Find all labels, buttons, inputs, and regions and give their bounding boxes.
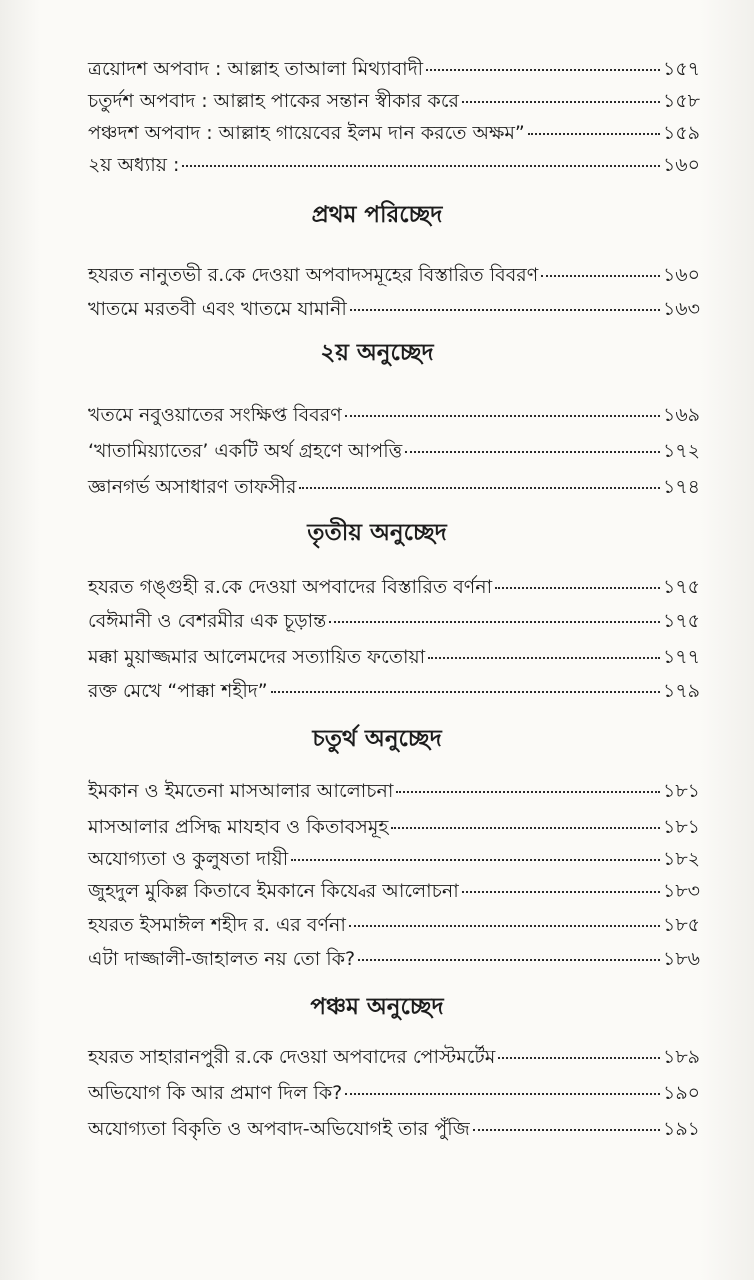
- entry-title: মক্কা মুয়াজ্জমার আলেমদের সত্যায়িত ফতোয়া: [88, 646, 426, 668]
- entry-page: ১৫৭: [662, 58, 700, 80]
- section-heading: তৃতীয় অনুচ্ছেদ: [307, 520, 447, 546]
- entry-title: ‘খাতামিয়্যাতের’ একটি অর্থ গ্রহণে আপত্তি: [88, 440, 403, 462]
- toc-entry: [88, 1044, 700, 1070]
- dot-leader: [426, 69, 660, 71]
- entry-page: ১৮৫: [663, 914, 700, 936]
- dot-leader: [271, 691, 660, 693]
- entry-title: ইমকান ও ইমতেনা মাসআলার আলোচনা: [88, 780, 394, 802]
- toc-entry: [88, 152, 700, 178]
- dot-leader: [299, 487, 660, 489]
- entry-page: ১৭৭: [662, 646, 700, 668]
- entry-page: ১৬৯: [662, 404, 700, 426]
- dot-leader: [396, 791, 660, 793]
- dot-leader: [391, 827, 660, 829]
- toc-entry: [88, 474, 700, 500]
- section-heading: প্রথম পরিচ্ছেদ: [311, 202, 443, 228]
- dot-leader: [498, 1057, 660, 1059]
- entry-page: ১৮৯: [663, 1046, 700, 1068]
- entry-title: হযরত সাহারানপুরী র.কে দেওয়া অপবাদের পোস্টমর্টেম: [88, 1046, 496, 1068]
- dot-leader: [428, 657, 660, 659]
- dot-leader: [345, 1093, 660, 1095]
- entry-title: অযোগ্যতা ও কুলুষতা দায়ী: [88, 848, 289, 870]
- toc-entry: [88, 814, 700, 840]
- dot-leader: [291, 859, 660, 861]
- toc-entry: [88, 678, 700, 704]
- toc-entry: [88, 438, 700, 464]
- entry-page: ১৭২: [662, 440, 700, 462]
- entry-title: খাতমে মরতবী এবং খাতমে যামানী: [88, 298, 347, 320]
- entry-page: ১৫৮: [663, 90, 700, 112]
- entry-title: জ্ঞানগর্ভ অসাধারণ তাফসীর: [88, 476, 297, 498]
- entry-title: রক্ত মেখে “পাক্কা শহীদ”: [88, 680, 268, 702]
- entry-page: ১৮১: [663, 816, 700, 838]
- entry-title: ২য় অধ্যায় :: [88, 154, 180, 176]
- entry-title: জুহদুল মুকিল্ল কিতাবে ইমকানে কিয্বের আলোচনা: [88, 880, 459, 902]
- dot-leader: [462, 891, 660, 893]
- toc-entry: [88, 88, 700, 114]
- entry-page: ১৯১: [663, 1118, 700, 1140]
- toc-entry: [88, 296, 700, 322]
- section-heading: ২য় অনুচ্ছেদ: [320, 340, 434, 366]
- entry-page: ১৫৯: [663, 122, 700, 144]
- entry-title: হযরত নানুতভী র.কে দেওয়া অপবাদসমূহের বিস্তারিত বিবরণ: [88, 264, 539, 286]
- entry-title: হযরত ইসমাঈল শহীদ র. এর বর্ণনা: [88, 914, 346, 936]
- dot-leader: [350, 309, 660, 311]
- section-heading: চতুর্থ অনুচ্ছেদ: [312, 726, 442, 752]
- toc-entry: [88, 56, 700, 82]
- entry-page: ১৮১: [663, 780, 700, 802]
- toc-entry: [88, 1116, 700, 1142]
- toc-entry: [88, 402, 700, 428]
- toc-entry: [88, 778, 700, 804]
- toc-entry: [88, 608, 700, 634]
- entry-page: ১৭৫: [662, 610, 700, 632]
- entry-page: ১৯০: [662, 1082, 700, 1104]
- dot-leader: [182, 165, 660, 167]
- entry-page: ১৭৪: [662, 476, 700, 498]
- dot-leader: [528, 133, 660, 135]
- dot-leader: [405, 451, 660, 453]
- dot-leader: [329, 621, 660, 623]
- toc-entry: [88, 644, 700, 670]
- dot-leader: [541, 275, 660, 277]
- entry-title: পঞ্চদশ অপবাদ : আল্লাহ গায়েবের ইলম দান করতে অক্ষম”: [88, 122, 525, 144]
- entry-title: হযরত গঙ্গুহী র.কে দেওয়া অপবাদের বিস্তারিত বর্ণনা: [88, 576, 493, 598]
- entry-title: অযোগ্যতা বিকৃতি ও অপবাদ-অভিযোগই তার পুঁজি: [88, 1118, 470, 1140]
- entry-page: ১৮৩: [662, 880, 700, 902]
- entry-page: ১৬০: [662, 154, 700, 176]
- dot-leader: [349, 925, 660, 927]
- dot-leader: [462, 101, 660, 103]
- entry-title: চতুর্দশ অপবাদ : আল্লাহ পাকের সন্তান স্বীকার করে: [88, 90, 459, 112]
- entry-title: ত্রয়োদশ অপবাদ : আল্লাহ তাআলা মিথ্যাবাদী: [88, 58, 424, 80]
- dot-leader: [345, 415, 660, 417]
- entry-title: অভিযোগ কি আর প্রমাণ দিল কি?: [88, 1082, 343, 1104]
- toc-entry: [88, 1080, 700, 1106]
- entry-page: ১৬০: [662, 264, 700, 286]
- entry-page: ১৮২: [662, 848, 700, 870]
- dot-leader: [495, 587, 660, 589]
- toc-entry: [88, 262, 700, 288]
- toc-entry: [88, 120, 700, 146]
- dot-leader: [473, 1129, 660, 1131]
- dot-leader: [358, 959, 660, 961]
- toc-entry: [88, 574, 700, 600]
- toc-entry: [88, 912, 700, 938]
- entry-title: এটা দাজ্জালী-জাহালত নয় তো কি?: [88, 948, 356, 970]
- entry-page: ১৬৩: [662, 298, 700, 320]
- entry-title: বেঈমানী ও বেশরমীর এক চূড়ান্ত: [88, 610, 327, 632]
- entry-page: ১৮৬: [662, 948, 700, 970]
- toc-entry: [88, 846, 700, 872]
- toc-entry: [88, 946, 700, 972]
- entry-title: খতমে নবুওয়াতের সংক্ষিপ্ত বিবরণ: [88, 404, 342, 426]
- toc-entry: [88, 878, 700, 904]
- entry-title: মাসআলার প্রসিদ্ধ মাযহাব ও কিতাবসমূহ: [88, 816, 389, 838]
- entry-page: ১৭৯: [662, 680, 700, 702]
- entry-page: ১৭৫: [662, 576, 700, 598]
- section-heading: পঞ্চম অনুচ্ছেদ: [310, 994, 444, 1020]
